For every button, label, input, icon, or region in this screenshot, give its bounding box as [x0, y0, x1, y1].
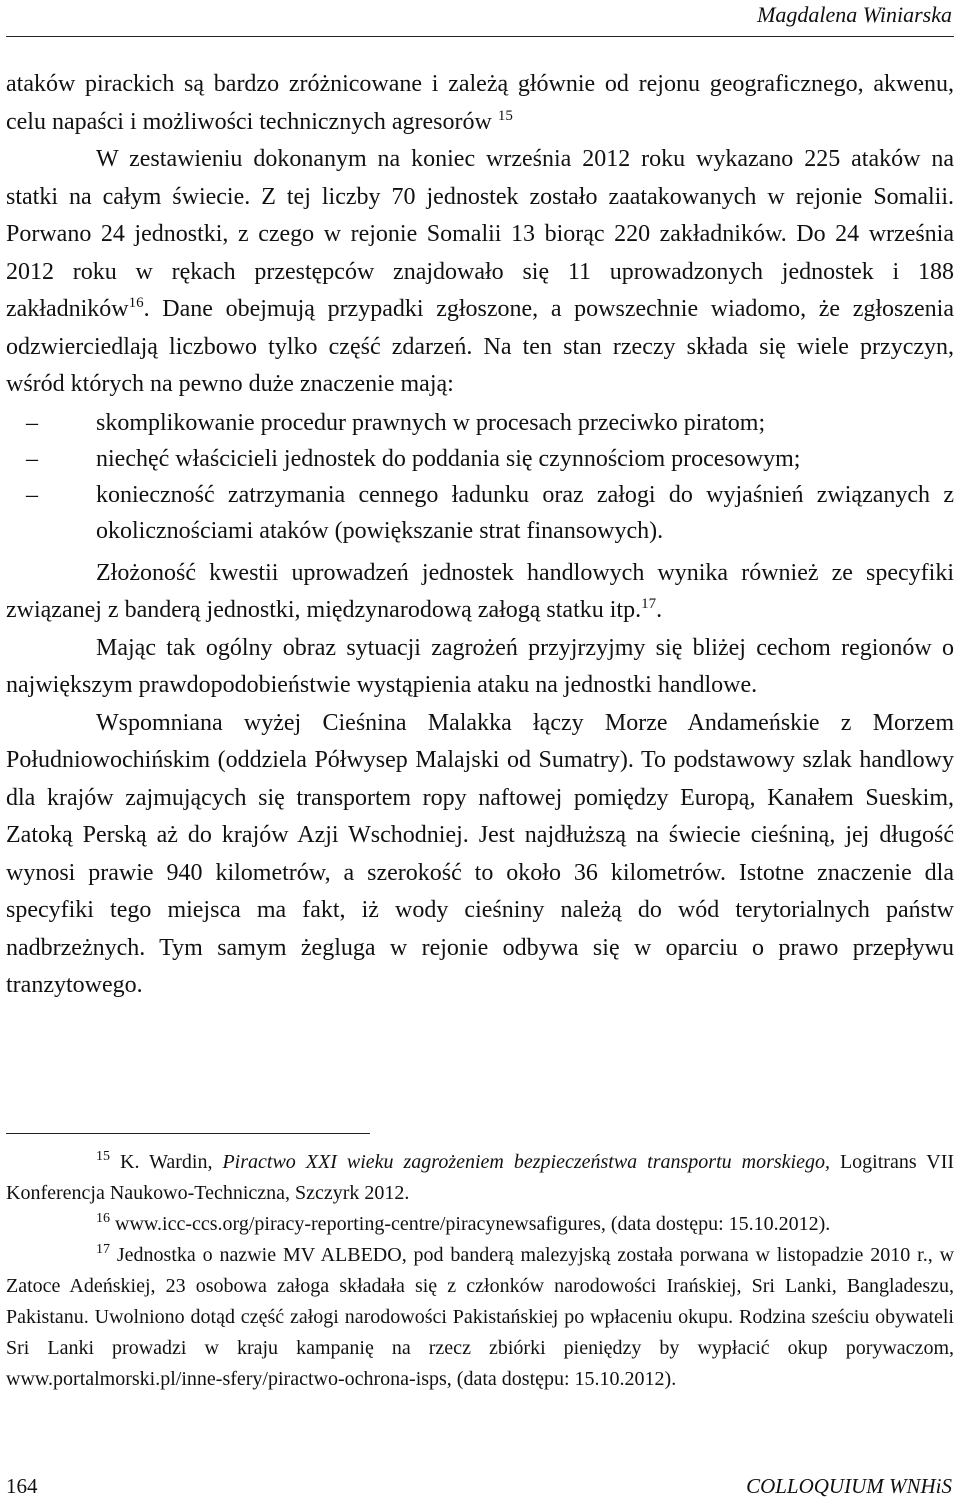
reasons-list: [6, 405, 954, 549]
footnote-17: $^{17}$ Jednostka o nazwie MV ALBEDO, pod banderą malezyjską została porwana w listopadzie 2010 r., w Zatoce Adeńskiej, 23 osobowa załoga składała się z członków narodowości Irańskiej, Sri Lanki, Bangladeszu, Pakistanu. Uwolniono dotąd część załogi narodowości Pakistańskiej po wpłaceniu okupu. Rodzina sześciu obywateli Sri Lanki prowadzi w kraju kampanię na rzecz zbiórki pieniędzy by wypłacić okup porywaczom, www.portalmorski.pl/inne-sfery/piractwo-ochrona-isps, (data dostępu: 15.10.2012).: [6, 1242, 955, 1390]
page-number: 164: [6, 1474, 38, 1498]
list-item: – konieczność zatrzymania cennego ładunku oraz załogi do wyjaśnień związanych z okolicznościami ataków (powiększanie strat finansowych).: [6, 477, 954, 549]
dash-bullet: –: [26, 481, 38, 508]
footnotes: [6, 1147, 954, 1395]
paragraph-3: Złożoność kwestii uprowadzeń jednostek handlowych wynika również ze specyfiki związanej z banderą jednostki, międzynarodową załogą statku itp.$^{17}$.: [6, 559, 954, 623]
main-text: [6, 66, 954, 1005]
paragraph-1: ataków pirackich są bardzo zróżnicowane i zależą głównie od rejonu geograficznego, akwenu, celu napaści i możliwości technicznych agresorów $^{15}$: [6, 71, 954, 135]
cited-title: Piractwo XXI wieku zagrożeniem bezpieczeństwa transportu morskiego,: [222, 1151, 830, 1173]
footnote-16: $^{16}$ www.icc-ccs.org/piracy-reporting-centre/piracynewsafigures, (data dostępu: 15.10.2012).: [96, 1211, 831, 1235]
footnote-15: $^{15}$ K. Wardin, Piractwo XXI wieku zagrożeniem bezpieczeństwa transportu morskiego, Logitrans VII Konferencja Naukowo-Techniczna, Szczyrk 2012.: [6, 1149, 955, 1204]
dash-bullet: –: [26, 445, 38, 472]
header-divider: [6, 36, 954, 37]
footnote-link[interactable]: www.icc-ccs.org/piracy-reporting-centre/piracynewsafigures, (data dostępu: 15.10.2012).: [115, 1213, 831, 1235]
footnote-ref-17[interactable]: 17: [641, 596, 657, 612]
running-header-author: Magdalena Winiarska: [757, 2, 952, 27]
paragraph-5: Wspomniana wyżej Cieśnina Malakka łączy Morze Andameńskie z Morzem Południowochińskim (oddziela Półwysep Malajski od Sumatry). To podstawowy szlak handlowy dla krajów zajmujących się transportem ropy naftowej pomiędzy Europą, Kanałem Sueskim, Zatoką Perską aż do krajów Azji Wschodniej. Jest najdłuższą na świecie cieśniną, jej długość wynosi prawie 940 kilometrów, a szerokość to około 36 kilometrów. Istotne znaczenie dla specyfiki tego miejsca ma fakt, iż wody cieśniny należą do wód terytorialnych państw nadbrzeżnych. Tym samym żegluga w rejonie odbywa się w oparciu o prawo przepływu tranzytowego.: [6, 709, 954, 998]
dash-bullet: –: [26, 409, 38, 436]
footnote-ref-15[interactable]: 15: [497, 107, 513, 124]
footnote-ref-16[interactable]: 16: [128, 295, 144, 311]
list-item: – skomplikowanie procedur prawnych w procesach przeciwko piratom;: [6, 405, 954, 441]
paragraph-2: W zestawieniu dokonanym na koniec września 2012 roku wykazano 225 ataków na statki na całym świecie. Z tej liczby 70 jednostek zostało zaatakowanych w rejonie Somalii. Porwano 24 jednostki, z czego w rejonie Somalii 13 biorąc 220 zakładników. Do 24 września 2012 roku w rękach przestępców znajdowało się 11 uprowadzonych jednostek i 188 zakładników$^{16}$. Dane obejmują przypadki zgłoszone, a powszechnie wiadomo, że zgłoszenia odzwierciedlają liczbowo tylko część zdarzeń. Na ten stan rzeczy składa się wiele przyczyn, wśród których na pewno duże znaczenie mają:: [6, 146, 954, 397]
journal-title: COLLOQUIUM WNHiS: [746, 1474, 952, 1498]
footnote-divider: [6, 1133, 370, 1134]
list-item: – niechęć właścicieli jednostek do poddania się czynnościom procesowym;: [6, 441, 954, 477]
paragraph-4: Mając tak ogólny obraz sytuacji zagrożeń przyjrzyjmy się bliżej cechom regionów o największym prawdopodobieństwie wystąpienia ataku na jednostki handlowe.: [6, 634, 954, 698]
